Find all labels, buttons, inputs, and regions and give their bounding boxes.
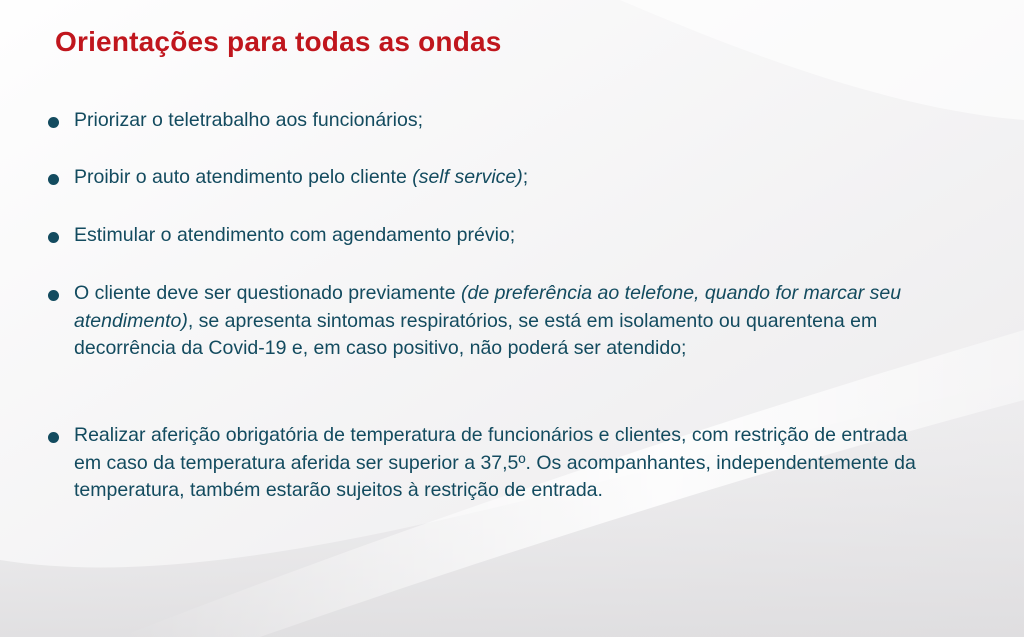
bullet-text: Realizar aferição obrigatória de temperatura de funcionários e clientes, com restrição de entrada em caso da temperatura aferida ser superior a 37,5º. Os acompanhantes, independentemente da temperatura, também estarão sujeitos à restrição de entrada. (74, 424, 916, 501)
bullet-icon (48, 232, 59, 243)
bullet-italic-text: (de preferência ao telefone, quando for marcar seu atendimento) (74, 282, 902, 332)
bullet-text-part: , se apresenta sintomas respiratórios, se está em isolamento ou quarentena em decorrência da Covid-19 e, em caso positivo, não poderá ser atendido; (74, 309, 878, 359)
bullet-icon (48, 174, 59, 185)
bullet-item-4 (48, 280, 928, 363)
bullet-text: Priorizar o teletrabalho aos funcionários; (74, 109, 424, 131)
slide-title: Orientações para todas as ondas (55, 26, 502, 57)
bullet-text-part: O cliente deve ser questionado previamente (74, 282, 461, 304)
bullet-italic-text: (self service) (412, 166, 523, 188)
bullet-icon (48, 117, 59, 128)
bullet-text-part: ; (522, 166, 529, 188)
bullet-item-1 (48, 107, 928, 135)
bullet-icon (48, 290, 59, 301)
bullet-text-part: Proibir o auto atendimento pelo cliente (74, 166, 413, 188)
bullet-text (74, 164, 928, 192)
bullet-text: Estimular o atendimento com agendamento prévio; (74, 224, 516, 246)
bullet-item-5 (48, 422, 928, 505)
bullet-item-3 (48, 222, 928, 250)
bullet-text (74, 280, 928, 363)
bullet-icon (48, 432, 59, 443)
bullet-item-2 (48, 164, 928, 192)
